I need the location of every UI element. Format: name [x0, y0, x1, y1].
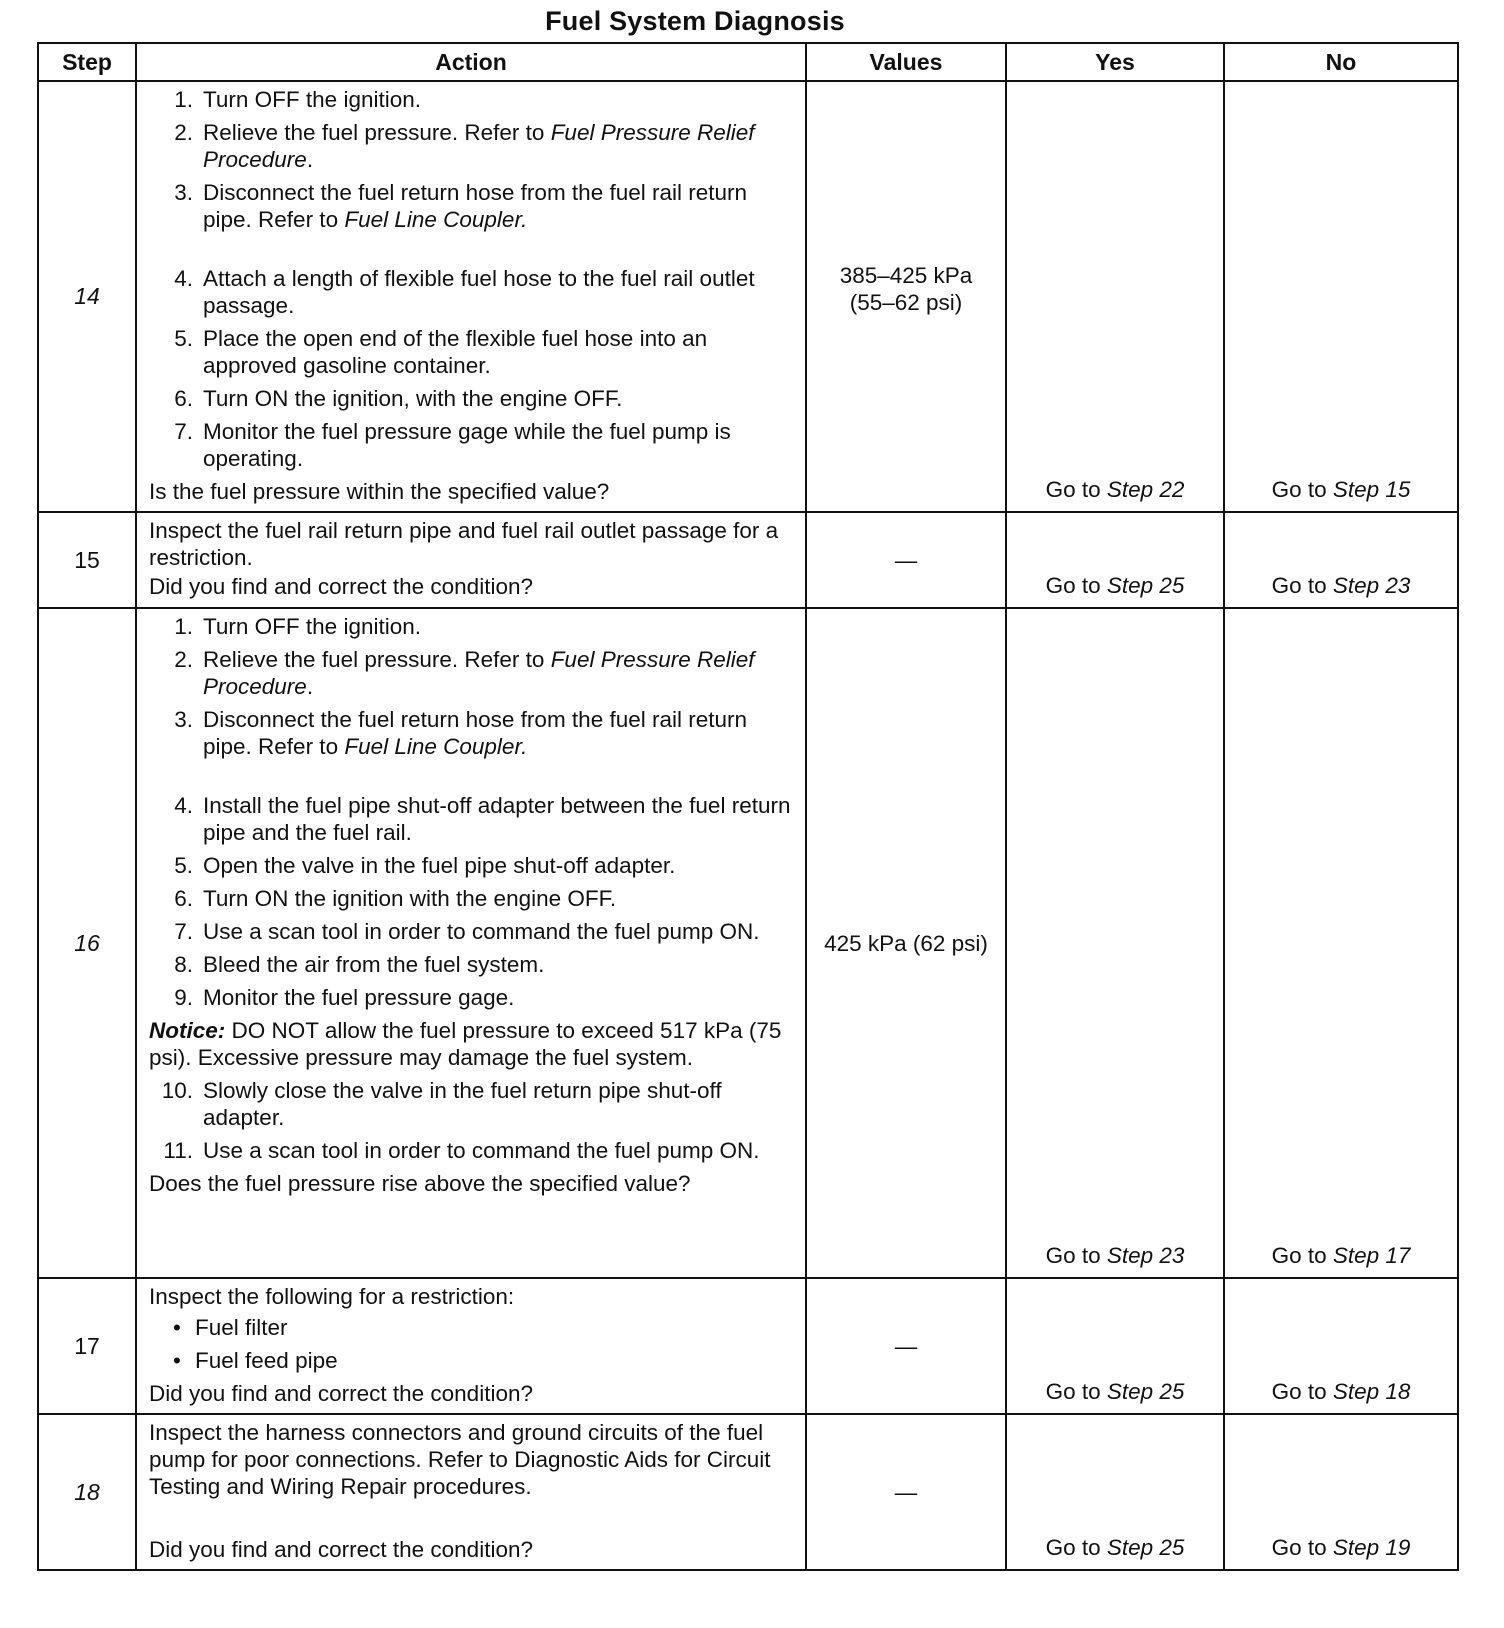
question-text: Is the fuel pressure within the specified value? — [149, 479, 610, 504]
procedure-list — [149, 613, 795, 1011]
question-text: Did you find and correct the condition? — [149, 574, 533, 599]
yes-cell: Go to Step 25 — [1006, 1278, 1224, 1414]
header-yes: Yes — [1006, 43, 1224, 81]
header-no: No — [1224, 43, 1458, 81]
table-row-step-17 — [38, 1278, 1458, 1414]
procedure-step: 5. Place the open end of the flexible fuel hose into an approved gasoline container. — [174, 326, 708, 378]
procedure-step: 1. Turn OFF the ignition. — [174, 87, 422, 112]
action-text: Inspect the harness connectors and ground circuits of the fuel pump for poor connections. Refer to Diagnostic Aids for Circuit Testing and Wiring Repair procedures. — [149, 1420, 771, 1499]
procedure-step: 4. Attach a length of flexible fuel hose to the fuel rail outlet passage. — [174, 266, 755, 318]
yes-step-link[interactable]: Step 25 — [1106, 1379, 1185, 1404]
procedure-step: 8. Bleed the air from the fuel system. — [174, 952, 545, 977]
yes-step-link[interactable]: Step 25 — [1106, 573, 1185, 598]
no-step-link[interactable]: Step 19 — [1332, 1535, 1411, 1560]
page-title: Fuel System Diagnosis — [545, 6, 845, 36]
step-number: 16 — [38, 608, 136, 1278]
no-cell: Go to Step 18 — [1224, 1278, 1458, 1414]
no-cell: Go to Step 17 — [1224, 608, 1458, 1278]
yes-step-link[interactable]: Step 23 — [1106, 1243, 1185, 1268]
reference-link: Fuel Line Coupler. — [344, 734, 528, 759]
procedure-step: 5. Open the valve in the fuel pipe shut-off adapter. — [174, 853, 676, 878]
no-step-link[interactable]: Step 15 — [1332, 477, 1411, 502]
question-text: Does the fuel pressure rise above the specified value? — [149, 1171, 691, 1196]
procedure-step: 2. Relieve the fuel pressure. Refer to Fuel Pressure Relief Procedure. — [174, 647, 755, 699]
procedure-step: 3. Disconnect the fuel return hose from the fuel rail return pipe. Refer to Fuel Line Coupler. — [174, 707, 748, 759]
values-cell: 425 kPa (62 psi) — [806, 608, 1006, 1278]
no-cell: Go to Step 15 — [1224, 81, 1458, 512]
list-item: • Fuel feed pipe — [149, 1347, 795, 1374]
notice-label: Notice: — [149, 1018, 226, 1043]
procedure-step: 1. Turn OFF the ignition. — [174, 614, 422, 639]
action-cell — [136, 512, 806, 608]
yes-step-link[interactable]: Step 22 — [1106, 477, 1185, 502]
table-row-step-15 — [38, 512, 1458, 608]
action-text: Inspect the fuel rail return pipe and fuel rail outlet passage for a restriction. — [149, 518, 779, 570]
procedure-step: 11. Use a scan tool in order to command the fuel pump ON. — [163, 1138, 760, 1163]
action-cell — [136, 1414, 806, 1570]
procedure-list — [149, 1077, 795, 1164]
diagnosis-table — [37, 42, 1459, 1571]
procedure-step: 10. Slowly close the valve in the fuel return pipe shut-off adapter. — [161, 1078, 722, 1130]
action-cell — [136, 81, 806, 512]
procedure-step: 3. Disconnect the fuel return hose from the fuel rail return pipe. Refer to Fuel Line Coupler. — [174, 180, 748, 232]
procedure-step: 4. Install the fuel pipe shut-off adapter between the fuel return pipe and the fuel rail. — [174, 793, 791, 845]
header-step: Step — [38, 43, 136, 81]
values-text: 385–425 kPa — [839, 263, 973, 288]
procedure-step: 6. Turn ON the ignition with the engine OFF. — [174, 886, 617, 911]
yes-cell: Go to Step 23 — [1006, 608, 1224, 1278]
action-cell — [136, 608, 806, 1278]
yes-cell: Go to Step 22 — [1006, 81, 1224, 512]
action-text: Inspect the following for a restriction: — [149, 1284, 515, 1309]
notice-text: Notice: DO NOT allow the fuel pressure to exceed 517 kPa (75 psi). Excessive pressure may damage the fuel system. — [149, 1018, 782, 1070]
step-number: 15 — [38, 512, 136, 608]
yes-step-link[interactable]: Step 25 — [1106, 1535, 1185, 1560]
no-step-link[interactable]: Step 23 — [1332, 573, 1411, 598]
no-cell: Go to Step 23 — [1224, 512, 1458, 608]
bullet-list — [149, 1314, 795, 1374]
no-step-link[interactable]: Step 18 — [1332, 1379, 1411, 1404]
table-row-step-16 — [38, 608, 1458, 1278]
values-cell: — — [806, 512, 1006, 608]
list-item: • Fuel filter — [149, 1314, 795, 1341]
procedure-list — [149, 86, 795, 472]
reference-link: Fuel Line Coupler. — [344, 207, 528, 232]
no-cell: Go to Step 19 — [1224, 1414, 1458, 1570]
yes-cell: Go to Step 25 — [1006, 1414, 1224, 1570]
values-cell: — — [806, 1278, 1006, 1414]
procedure-step: 7. Use a scan tool in order to command the fuel pump ON. — [174, 919, 760, 944]
procedure-step: 9. Monitor the fuel pressure gage. — [174, 985, 515, 1010]
header-values: Values — [806, 43, 1006, 81]
values-cell: — — [806, 1414, 1006, 1570]
reference-link: Fuel Pressure Relief Procedure — [203, 647, 755, 699]
no-step-link[interactable]: Step 17 — [1332, 1243, 1411, 1268]
procedure-step: 6. Turn ON the ignition, with the engine OFF. — [174, 386, 623, 411]
procedure-step: 7. Monitor the fuel pressure gage while the fuel pump is operating. — [174, 419, 731, 471]
values-text: (55–62 psi) — [849, 290, 963, 315]
yes-cell: Go to Step 25 — [1006, 512, 1224, 608]
values-cell — [806, 81, 1006, 512]
header-row — [38, 43, 1458, 81]
table-row-step-18 — [38, 1414, 1458, 1570]
header-action: Action — [136, 43, 806, 81]
action-cell — [136, 1278, 806, 1414]
step-number: 18 — [38, 1414, 136, 1570]
reference-link: Fuel Pressure Relief Procedure — [203, 120, 755, 172]
procedure-step: 2. Relieve the fuel pressure. Refer to Fuel Pressure Relief Procedure. — [174, 120, 755, 172]
step-number: 17 — [38, 1278, 136, 1414]
step-number: 14 — [38, 81, 136, 512]
question-text: Did you find and correct the condition? — [149, 1537, 533, 1562]
question-text: Did you find and correct the condition? — [149, 1381, 533, 1406]
table-row-step-14 — [38, 81, 1458, 512]
